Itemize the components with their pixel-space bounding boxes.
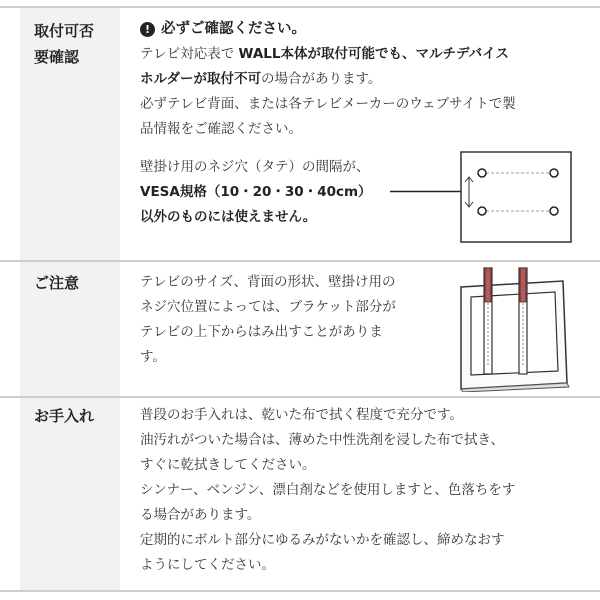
text: 普段のお手入れは、乾いた布で拭く程度で充分です。 (140, 407, 463, 423)
section-label: 取付可否 要確認 (34, 22, 95, 66)
text: テレビのサイズ、背面の形状、壁掛け用の (140, 274, 396, 290)
text-line (140, 403, 590, 428)
text: テレビの上下からはみ出すことがありま (140, 324, 383, 340)
text: すぐに乾拭きしてください。 (140, 457, 316, 473)
section-label: ご注意 (34, 274, 80, 292)
text-line (140, 453, 590, 478)
text-line (140, 553, 590, 578)
text-line (140, 155, 410, 180)
text: る場合があります。 (140, 507, 261, 523)
text: 壁掛け用のネジ穴（タテ）の間隔が、 (140, 159, 370, 175)
text-line (140, 270, 450, 295)
text: ようにしてください。 (140, 557, 275, 573)
text: 油汚れがついた場合は、薄めた中性洗剤を浸した布で拭き、 (140, 432, 504, 448)
text-line (140, 345, 450, 370)
leader-line (390, 190, 462, 194)
text-line (140, 42, 590, 67)
bold-text: ホルダーが取付不可 (140, 71, 261, 87)
text-line (140, 92, 590, 117)
text-line (140, 67, 590, 92)
text-line (140, 478, 590, 503)
divider (0, 590, 600, 592)
section-install (0, 8, 600, 260)
text: テレビ対応表で (140, 46, 239, 62)
text-line (140, 528, 590, 553)
bracket-left (484, 268, 492, 374)
vesa-text-block (140, 155, 410, 230)
text-line (140, 503, 590, 528)
text: シンナー、ベンジン、漂白剤などを使用しますと、色落ちをす (140, 482, 516, 498)
care-text (140, 403, 590, 578)
text: 必ずテレビ背面、または各テレビメーカーのウェブサイトで製 (140, 96, 516, 112)
text: の場合があります。 (260, 71, 382, 87)
text-line (140, 320, 450, 345)
tv-bracket-illustration (455, 265, 575, 392)
bold-text: 以外のものには使えません。 (140, 209, 317, 225)
section-care (0, 398, 600, 590)
text-line (140, 295, 450, 320)
text: 定期的にボルト部分にゆるみがないかを確認し、締めなおす (140, 532, 505, 548)
section-label: お手入れ (34, 407, 95, 425)
care-body (140, 403, 590, 578)
install-text (140, 42, 590, 142)
exclamation-circle-icon: ! (140, 22, 155, 37)
text-line (140, 117, 590, 142)
text-line (140, 428, 590, 453)
text: ネジ穴位置によっては、ブラケット部分が (140, 299, 396, 315)
section-caution (0, 262, 600, 396)
caution-body (140, 270, 450, 370)
install-body (140, 17, 590, 142)
bracket-right (519, 268, 527, 374)
text: す。 (140, 349, 166, 365)
text-line (140, 180, 410, 205)
bold-text: VESA規格（10・20・30・40cm） (140, 184, 372, 200)
bold-text: WALL本体が取付可能でも、マルチデバイス (238, 46, 510, 62)
text-line (140, 205, 410, 230)
caution-text (140, 270, 450, 370)
vesa-diagram (460, 151, 572, 243)
warning-title: ! 必ずご確認ください。 (140, 17, 590, 42)
text: 品情報をご確認ください。 (140, 121, 302, 137)
vesa-text (140, 155, 410, 230)
